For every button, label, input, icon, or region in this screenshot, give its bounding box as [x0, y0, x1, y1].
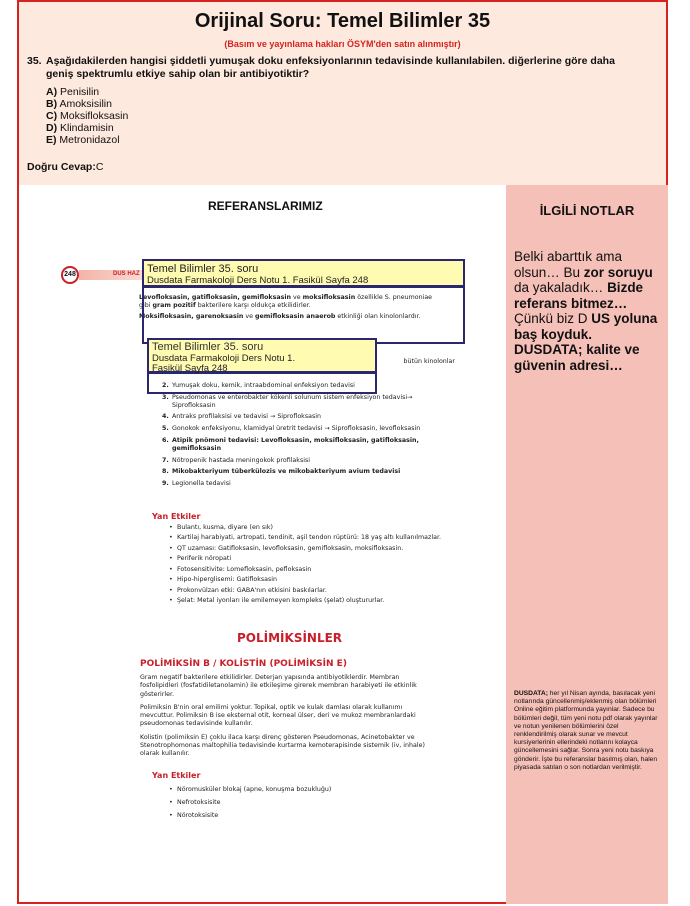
side-effects-list [167, 524, 452, 608]
item-text: Atipik pnömoni tedavisi: Levofloksasin, moksifloksasin, gatifloksasin, gemifloksasin [172, 436, 419, 452]
option-text: Metronidazol [59, 134, 120, 146]
reference-label-source: Fasikül Sayfa 248 [152, 363, 228, 374]
reference-highlight-box [142, 286, 465, 344]
option-text: Klindamisin [60, 122, 114, 134]
polymyxin-heading: POLİMİKSİNLER [237, 631, 343, 645]
option-letter: A) [46, 86, 58, 98]
references-heading: REFERANSLARIMIZ [208, 199, 323, 213]
bold-text: Levofloksasin, gatifloksasin, gemifloksasin [139, 294, 292, 301]
item-text: Nötropenik hastada meningokok profilaksisi [172, 456, 311, 464]
list-item [162, 468, 452, 476]
reference-label-title: Temel Bilimler 35. soru [152, 341, 264, 353]
item-number: 7. [162, 456, 169, 464]
copyright-note: (Basım ve yayınlama hakları ÖSYM'den satın alınmıştır) [224, 39, 461, 49]
paragraph: Polimiksin B'nin oral emilimi yoktur. Topikal, optik ve kulak damlası olarak kullanımı mevcuttur. Polimiksin B ise eksternal otit, korneal ülser, deri ve mukoz membranlardaki pseudomonas tedavisinde kullanılır. [140, 703, 416, 728]
item-text: Antraks profilaksisi ve tedavisi → Siprofloksasin [172, 413, 321, 421]
item-number: 3. [162, 393, 169, 401]
option-text: Penisilin [60, 86, 100, 98]
answer-label: Doğru Cevap: [27, 161, 96, 173]
item-number: 6. [162, 436, 169, 444]
page-title: Orijinal Soru: Temel Bilimler 35 [194, 10, 491, 32]
item-text: Gonokok enfeksiyonu, klamidyal üretrit tedavisi → Siprofloksasin, levofloksasin [172, 425, 421, 433]
item-text: Pseudomonas ve enterobakter kökenli solunum sistem enfeksiyon tedavisi→ Siprofloksasin [172, 393, 413, 409]
bold-text: gemifloksasin anaerob [254, 312, 336, 320]
text: Çünkü biz D [514, 311, 592, 326]
list-item [162, 457, 452, 465]
question-number: 35. [27, 55, 42, 67]
item-text: Yumuşak doku, kemik, intraabdominal enfeksiyon tedavisi [172, 382, 355, 389]
page-header-label: DUS HAZ [113, 271, 140, 277]
reference-highlight-box [147, 372, 377, 394]
page-number-badge: 248 [61, 266, 79, 284]
bold-text: Moksifloksasin, garenoksasin [139, 312, 244, 320]
option-a [46, 86, 128, 98]
paragraph-tail: bütün kinolonlar [403, 358, 455, 365]
item-number: 2. [162, 382, 169, 389]
answer-value: C [95, 161, 104, 173]
notes-footnote [514, 690, 662, 772]
question-panel [19, 2, 666, 185]
list-item: • QT uzaması: Gatifloksasin, levofloksasin, gemifloksasin, moksifloksasin. [167, 545, 452, 553]
list-item: • Bulantı, kusma, diyare (en sık) [167, 524, 452, 532]
text: özellikle S. pneumoniae gibi [139, 294, 433, 310]
notes-panel [506, 185, 668, 904]
polymyxin-side-effects-heading: Yan Etkiler [152, 771, 201, 780]
bold-text: US yoluna baş koyduk. DUSDATA; kalite ve güvenin adresi… [514, 311, 658, 373]
bold-text: DUSDATA; [514, 690, 548, 697]
polymyxin-subheading: POLİMİKSİN B / KOLİSTİN (POLİMİKSİN E) [140, 659, 347, 669]
list-item: • Prokonvülzan etki: GABA'nın etkisini baskılarlar. [167, 587, 452, 595]
text: ve [243, 312, 255, 320]
reference-label-title: Temel Bilimler 35. soru [147, 263, 259, 275]
list-item: • Kartilaj harabiyati, artropati, tendinit, aşil tendon rüptürü: 18 yaş altı kullanılmazlar. [167, 534, 452, 542]
list-item [162, 413, 452, 421]
bold-text: Bizde referans bitmez… [514, 280, 644, 311]
list-item: • Nörotoksisite [167, 812, 447, 820]
indication-list [162, 382, 452, 492]
option-letter: B) [46, 98, 58, 110]
item-number: 9. [162, 480, 169, 487]
reference-label-1 [142, 259, 465, 287]
paragraph: Kolistin (polimiksin E) çoklu ilaca karşı direnç gösteren Pseudomonas, Acinetobakter ve Stenotrophomonas maltophilia tedavisinde kurtarma kemoterapisinde sistemik (iv, inhale) olarak kullanılır. [140, 733, 425, 758]
list-item: • Hipo-hiperglisemi: Gatifloksasin [167, 576, 452, 584]
reference-label-2 [147, 338, 377, 373]
item-text: Mikobakteriyum tüberkülozis ve mikobakteriyum avium tedavisi [172, 468, 401, 476]
option-b [46, 98, 128, 110]
reference-label-source: Dusdata Farmakoloji Ders Notu 1. [152, 353, 296, 364]
list-item [162, 425, 452, 433]
option-letter: D) [46, 122, 58, 134]
text: bakterilere karşı oldukça etkilidirler. [195, 302, 311, 310]
answer-options [46, 86, 128, 146]
text: Belki abarttık ama olsun… Bu [514, 249, 623, 280]
bold-text: moksifloksasin [302, 294, 356, 301]
list-item [162, 480, 452, 488]
list-item [162, 437, 452, 453]
reference-label-source: Dusdata Farmakoloji Ders Notu 1. Fasikül Sayfa 248 [147, 275, 369, 286]
option-c [46, 110, 128, 122]
option-letter: E) [46, 134, 57, 146]
bold-text: gram pozitif [152, 302, 196, 310]
item-text: Legionella tedavisi [172, 480, 231, 487]
list-item: • Fotosensitivite: Lomefloksasin, pefloksasin [167, 566, 452, 574]
list-item: • Nefrotoksisite [167, 799, 447, 807]
polymyxin-side-effects-list [167, 786, 447, 823]
option-text: Moksifloksasin [60, 110, 129, 122]
option-d [46, 122, 128, 134]
question-text: Aşağıdakilerden hangisi şiddetli yumuşak doku enfeksiyonlarının tedavisinde kullanılabilen. diğerlerine göre daha geniş spektrumlu etkiye sahip olan bir antibiyotiktir? [46, 55, 615, 80]
correct-answer [27, 161, 103, 173]
page-frame [17, 0, 668, 904]
text: etkinliği olan kinolonlardır. [335, 312, 421, 320]
paragraph: Gram negatif bakterilere etkilidirler. Deterjan yapısında antibiyotiklerdir. Membran fosfolipidleri (fosfatidiletanolamin) ile etkileşime girerek membran harabiyeti ile etkinlik gösterirler. [140, 674, 417, 698]
option-text: Amoksisilin [59, 98, 112, 110]
list-item: • Nöromusküler blokaj (apne, konuşma bozukluğu) [167, 786, 447, 794]
notes-title: İLGİLİ NOTLAR [539, 203, 635, 218]
list-item: • Şelat: Metal iyonları ile emilemeyen kompleks (şelat) oluştururlar. [167, 597, 452, 605]
option-letter: C) [46, 110, 58, 122]
item-number: 8. [162, 468, 169, 476]
item-number: 4. [162, 413, 169, 421]
polymyxin-paragraphs [140, 674, 432, 761]
list-item [162, 394, 452, 410]
list-item: • Periferik nöropati [167, 555, 452, 563]
side-effects-heading: Yan Etkiler [152, 512, 201, 521]
text: her yıl Nisan ayında, basılacak yeni notlarında güncellenmiş/eklenmiş olan bölümleri Online eğitim platformunda yayınlar. Sadece bu bölümleri değil, tüm yeni notu pdf olarak yayınlar ve notun yenilenen bölümlerini özel renklendirilmiş olarak sunar ve mevcut kursiyerlerinin ellerindeki notlarını kolayca güncellemesini sağlar. Sonra yeni notu baskıya gönderir. İşte bu referanslar basılmış olan, halen piyasada satılan o son notlardan verilmiştir. [514, 690, 658, 771]
item-number: 5. [162, 425, 169, 433]
text: da yakaladık… [514, 280, 608, 295]
option-e [46, 134, 128, 146]
notes-body [514, 249, 664, 373]
bold-text: zor soruyu [583, 264, 653, 280]
text: ve [291, 294, 303, 301]
